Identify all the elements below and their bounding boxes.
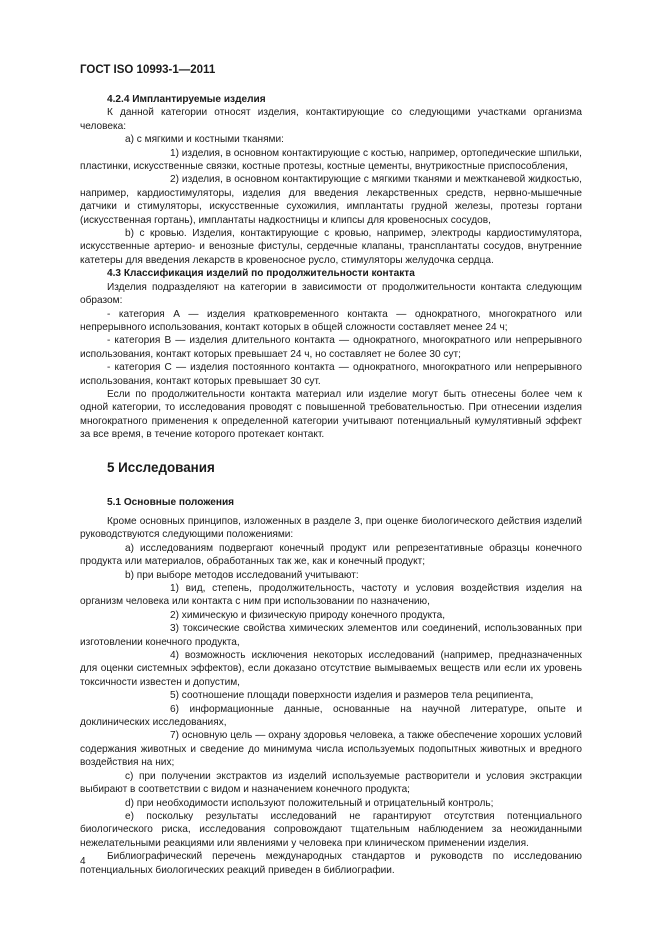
section-5-heading: 5 Исследования: [107, 459, 215, 475]
list-item-c: c) при получении экстрактов из изделий используемые растворители и условия экстракции выбирают в соответствии с видом и назначением конечного продукта;: [80, 770, 582, 796]
category-b-item: - категория В — изделия длительного контакта — однократного, многократного или непрерывного использования, контакт которых превышает 24 ч, но составляет не более 30 сут;: [80, 335, 582, 360]
section-4-2-4-heading: 4.2.4 Имплантируемые изделия: [107, 94, 266, 105]
document-header: ГОСТ ISO 10993-1—2011: [80, 64, 216, 76]
list-item-b-7: 7) основную цель — охрану здоровья человека, а также обеспечение хороших условий содержания животных и сведение до минимума числа используемых подопытных животных и вредного воздействия на них;: [80, 730, 582, 769]
list-item-b-5: 5) соотношение площади поверхности изделия и размеров тела реципиента,: [170, 690, 534, 702]
bibliography-note: Библиографический перечень международных стандартов и руководств по исследованию потенциальных биологических реакций приведен в библиографии.: [80, 851, 582, 876]
section-4-3-heading: 4.3 Классификация изделий по продолжительности контакта: [107, 268, 415, 280]
list-item-b-3: 3) токсические свойства химических элементов или соединений, использованных при изготовлении конечного продукта,: [80, 623, 582, 648]
section-4-3-note: Если по продолжительности контакта материал или изделие могут быть отнесены более чем к одной категории, то исследования проводят с повышенной требовательностью. При отнесении изделия многократного применения к определенной категории учитывают потенциальный кумулятивный эффект за все время, в течение которого протекает контакт.: [80, 388, 582, 441]
list-item-a-2: 2) изделия, в основном контактирующие с мягкими тканями и межтканевой жидкостью, например, кардиостимуляторы, изделия для введения лекарственных средств, нервно-мышечные датчики и стимуляторы, искусственные сухожилия, имплантаты грудной железы, протезы гортани (искусственная гортань), имплантаты надкостницы и клипсы для кровеносных сосудов,: [80, 174, 582, 226]
section-4-2-4-intro: К данной категории относят изделия, контактирующие со следующими участками организма человека:: [80, 107, 582, 132]
section-5-1-intro: Кроме основных принципов, изложенных в разделе 3, при оценке биологического действия изделий руководствуются следующими положениями:: [80, 515, 582, 541]
list-item-e: e) поскольку результаты исследований не гарантируют отсутствия потенциального биологического риска, исследования сопровождают тщательным наблюдением за неожиданными нежелательными реакциями или явлениями у человека при клиническом применении изделия.: [80, 810, 582, 849]
list-item-a: a) с мягкими и костными тканями:: [125, 134, 284, 146]
list-item-b-6: 6) информационные данные, основанные на научной литературе, опыте и доклинических исследованиях,: [80, 703, 582, 729]
list-item-b-1: 1) вид, степень, продолжительность, частоту и условия воздействия изделия на организм человека или контакта с ним при использовании по назначению,: [80, 583, 582, 608]
list-item-b-4: 4) возможность исключения некоторых исследований (например, предназначенных для оценки системных эффектов), если доказано отсутствие вымываемых веществ или если их уровень токсичности известен и допустим,: [80, 650, 582, 688]
list-item-b: b) при выборе методов исследований учитывают:: [125, 569, 359, 581]
category-c-item: - категория С — изделия постоянного контакта — однократного, многократного или непрерывного использования, контакт которых превышает 30 сут.: [80, 362, 582, 387]
list-item-a-1: 1) изделия, в основном контактирующие с костью, например, ортопедические шпильки, пластинки, искусственные связки, костные протезы, костные цементы, внутрикостные приспособления,: [80, 147, 582, 173]
page-number: 4: [80, 856, 86, 867]
section-4-3-intro: Изделия подразделяют на категории в зависимости от продолжительности контакта следующим образом:: [80, 281, 582, 307]
section-5-1-heading: 5.1 Основные положения: [107, 496, 235, 508]
list-item-b-2: 2) химическую и физическую природу конечного продукта,: [170, 609, 446, 621]
list-item-d: d) при необходимости используют положительный и отрицательный контроль;: [125, 797, 494, 809]
page-content: [80, 93, 582, 877]
list-item-a: a) исследованиям подвергают конечный продукт или репрезентативные образцы конечного продукта или материалов, обработанных так же, как и конечный продукт;: [80, 542, 582, 568]
category-a-item: - категория А — изделия кратковременного контакта — однократного, многократного или непрерывного использования, контакт которых в общей сложности составляет менее 24 ч;: [80, 308, 582, 333]
list-item-b: b) с кровью. Изделия, контактирующие с кровью, например, электроды кардиостимулятора, искусственные артерио- и венозные фистулы, сердечные клапаны, трансплантаты сосудов, внутренние катетеры для введения лекарств в кровеносное русло, стимуляторы желудочка сердца.: [80, 228, 582, 266]
